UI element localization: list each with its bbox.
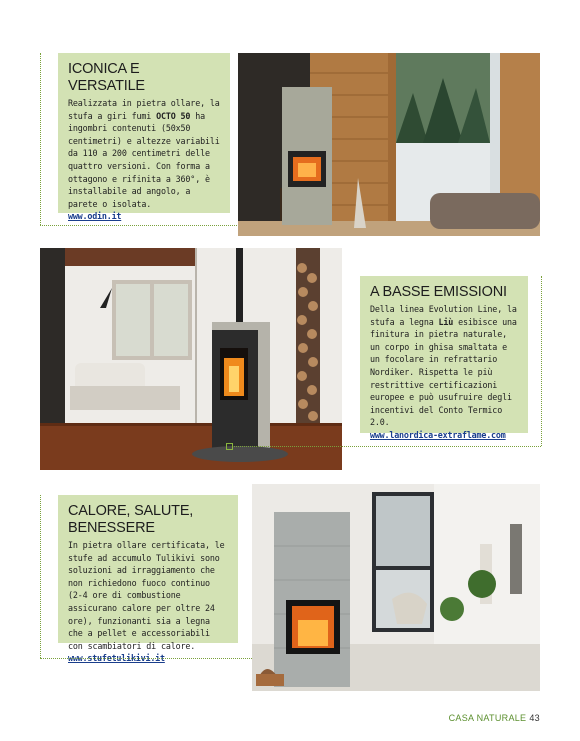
photo-tulikivi-stove: [252, 484, 540, 691]
section-basse-title: A BASSE EMISSIONI: [370, 284, 507, 300]
page-number: 43: [529, 713, 540, 723]
section-iconica-box: [58, 53, 230, 222]
dotted-guide-3v: [40, 495, 41, 658]
section-iconica-title: ICONICA E VERSATILE: [68, 61, 145, 94]
section-iconica-text: Realizzata in pietra ollare, la stufa a giri fumi OCTO 50 ha ingombri contenuti (50x50 centimetri) e altezze variabili da 110 a 200 centimetri delle quattro versioni. Con forma a ottagono e rifinita a 360°, è installabile ad angolo, a parete o isolata.: [68, 98, 220, 209]
photo-liu-stove: [40, 248, 342, 470]
section-basse-box: [360, 276, 528, 440]
dotted-guide-1v: [40, 53, 41, 225]
guide-square-2: [226, 443, 233, 450]
section-calore-box: [58, 495, 238, 664]
photo-octo50-stove: [238, 53, 540, 236]
section-basse-text: Della linea Evolution Line, la stufa a legna Liù esibisce una finitura in pietra naturale, un corpo in ghisa smaltata e un focolare in refrattario Nordiker. Rispetta le più restrittive certificazioni europee e può usufruire degli incentivi del Conto Termico 2.0.: [370, 304, 517, 428]
dotted-guide-2h: [232, 446, 541, 447]
magazine-name: CASA NATURALE: [448, 713, 527, 723]
page-footer: [449, 713, 540, 723]
tulikivi-link[interactable]: www.stufetulikivi.it: [68, 653, 165, 664]
lanordica-link[interactable]: www.lanordica-extraflame.com: [370, 429, 506, 440]
section-calore-title: CALORE, SALUTE, BENESSERE: [68, 503, 194, 536]
dotted-guide-2v: [541, 276, 542, 446]
section-calore-text: In pietra ollare certificata, le stufe ad accumulo Tulikivi sono soluzioni ad irraggiamento che non richiedono fuoco continuo (2-4 ore di combustione assicurano calore per oltre 24 ore), funzionanti sia a legna che a pellet e accessoriabili con scambiatori di calore.: [68, 540, 225, 651]
odin-link[interactable]: www.odin.it: [68, 211, 122, 222]
